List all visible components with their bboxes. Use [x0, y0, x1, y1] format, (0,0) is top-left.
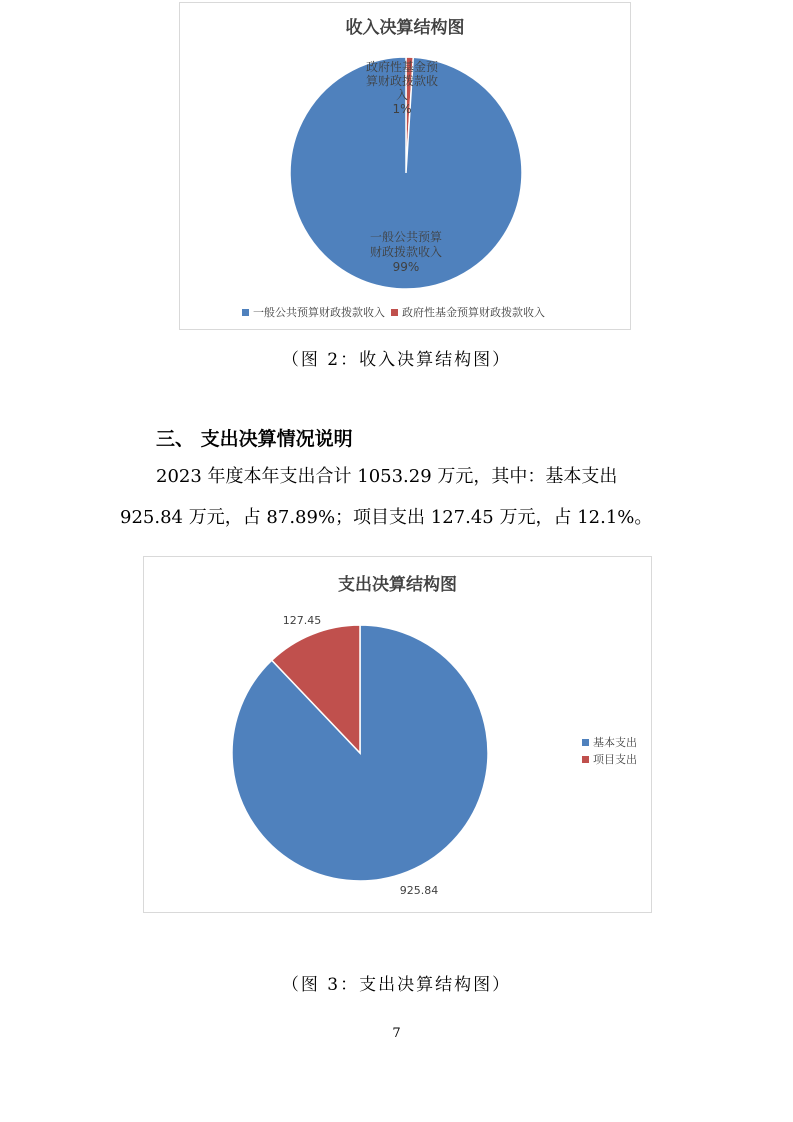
figure-3-caption: （图 3：支出决算结构图） [281, 975, 512, 995]
expense-label-basic: 925.84 [399, 884, 439, 897]
legend-label-project: 项目支出 [593, 753, 637, 766]
income-label-general-line-2: 99% [392, 260, 420, 274]
legend-label-general: 一般公共预算财政拨款收入 [253, 306, 385, 319]
legend-label-basic: 基本支出 [593, 736, 637, 749]
income-label-general-line-1: 财政拨款收入 [369, 245, 443, 259]
expense-pie-svg [144, 557, 651, 912]
income-chart [179, 2, 631, 330]
legend-swatch-fund [391, 309, 398, 316]
page-number: 7 [392, 1026, 401, 1041]
section-heading: 三、 支出决算情况说明 [156, 428, 353, 450]
expense-legend-basic [582, 734, 637, 750]
expense-chart-title: 支出决算结构图 [338, 575, 457, 595]
legend-swatch-general [242, 309, 249, 316]
income-label-fund-line-2: 入 [395, 88, 409, 102]
income-label-fund-line-0: 政府性基金预 [365, 60, 439, 74]
expense-label-project: 127.45 [282, 614, 322, 627]
income-pie-svg [180, 3, 630, 329]
income-chart-title: 收入决算结构图 [345, 18, 465, 38]
income-legend [242, 304, 545, 320]
paragraph-line-2: 925.84 万元，占 87.89%；项目支出 127.45 万元，占 12.1%。 [120, 507, 653, 528]
income-label-general-line-0: 一般公共预算 [369, 230, 443, 244]
legend-label-fund: 政府性基金预算财政拨款收入 [402, 306, 545, 319]
legend-swatch-basic [582, 739, 589, 746]
income-label-fund-line-3: 1% [392, 102, 412, 116]
legend-swatch-project [582, 756, 589, 763]
paragraph-line-1: 2023 年度本年支出合计 1053.29 万元，其中：基本支出 [156, 466, 618, 487]
figure-2-caption: （图 2：收入决算结构图） [281, 350, 512, 370]
expense-chart [143, 556, 652, 913]
income-label-fund-line-1: 算财政拨款收 [365, 74, 439, 88]
expense-legend-project [582, 751, 637, 767]
